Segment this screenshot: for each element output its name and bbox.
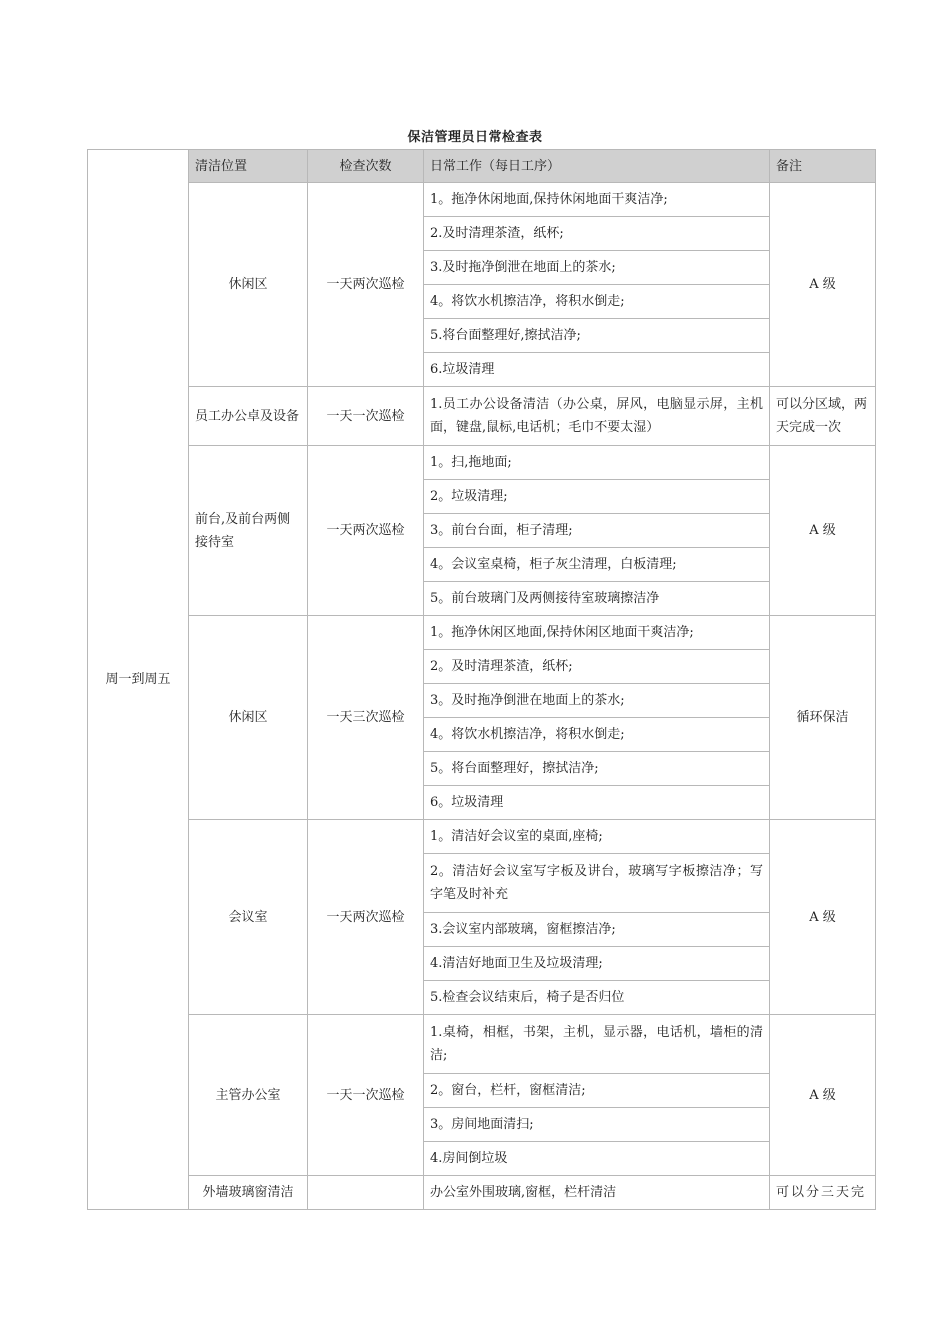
task-cell: 1。拖净休闲区地面,保持休闲区地面干爽洁净; [424,616,770,650]
header-row [88,150,876,183]
location-cell: 员工办公卓及设备 [189,387,308,446]
frequency-cell: 一天三次巡检 [308,616,424,820]
task-cell: 3.会议室内部玻璃，窗框擦洁净; [424,913,770,947]
task-cell: 1。拖净休闲地面,保持休闲地面干爽洁净; [424,183,770,217]
task-cell: 3。房间地面清扫; [424,1108,770,1142]
location-cell: 会议室 [189,820,308,1015]
task-cell: 6.垃圾清理 [424,353,770,387]
header-note: 备注 [770,150,876,183]
table-row [88,387,876,446]
task-cell: 办公室外围玻璃,窗框，栏杆清洁 [424,1176,770,1210]
period-cell: 周一到周五 [88,150,189,1210]
task-cell: 5.检查会议结束后，椅子是否归位 [424,981,770,1015]
frequency-cell: 一天一次巡检 [308,387,424,446]
note-cell: 可以分三天完 [770,1176,876,1210]
note-cell: 可以分区域，两天完成一次 [770,387,876,446]
header-location: 清洁位置 [189,150,308,183]
task-cell: 1.桌椅，相框，书架，主机，显示器，电话机，墙柜的清洁; [424,1015,770,1074]
header-frequency: 检查次数 [308,150,424,183]
table-row [88,446,876,480]
page-title: 保洁管理员日常检查表 [407,130,543,145]
task-cell: 1.员工办公设备清洁（办公桌，屏风，电脑显示屏，主机面，键盘,鼠标,电话机；毛巾不要太湿） [424,387,770,446]
frequency-cell: 一天一次巡检 [308,1015,424,1176]
header-daily-work: 日常工作（每日工序） [424,150,770,183]
note-cell: 循环保洁 [770,616,876,820]
table-row [88,820,876,854]
frequency-cell [308,1176,424,1210]
note-cell: A 级 [770,183,876,387]
task-cell: 4.房间倒垃圾 [424,1142,770,1176]
location-cell: 休闲区 [189,183,308,387]
table-row [88,1176,876,1210]
location-cell: 前台,及前台两侧接待室 [189,446,308,616]
table-row [88,1015,876,1074]
task-cell: 4。会议室桌椅，柜子灰尘清理，白板清理; [424,548,770,582]
task-cell: 4。将饮水机擦洁净，将积水倒走; [424,285,770,319]
task-cell: 4。将饮水机擦洁净，将积水倒走; [424,718,770,752]
frequency-cell: 一天两次巡检 [308,446,424,616]
location-cell: 休闲区 [189,616,308,820]
frequency-cell: 一天两次巡检 [308,820,424,1015]
task-cell: 1。扫,拖地面; [424,446,770,480]
note-cell: A 级 [770,1015,876,1176]
task-cell: 5.将台面整理好,擦拭洁净; [424,319,770,353]
location-cell: 主管办公室 [189,1015,308,1176]
table-row [88,616,876,650]
task-cell: 3。及时拖净倒泄在地面上的茶水; [424,684,770,718]
task-cell: 5。将台面整理好，擦拭洁净; [424,752,770,786]
table-row [88,183,876,217]
task-cell: 2。清洁好会议室写字板及讲台，玻璃写字板擦洁净；写字笔及时补充 [424,854,770,913]
task-cell: 1。清洁好会议室的桌面,座椅; [424,820,770,854]
frequency-cell: 一天两次巡检 [308,183,424,387]
task-cell: 2。及时清理茶渣，纸杯; [424,650,770,684]
note-cell: A 级 [770,446,876,616]
task-cell: 4.清洁好地面卫生及垃圾清理; [424,947,770,981]
location-cell: 外墙玻璃窗清洁 [189,1176,308,1210]
note-cell: A 级 [770,820,876,1015]
task-cell: 6。垃圾清理 [424,786,770,820]
task-cell: 2。窗台，栏杆，窗框清洁; [424,1074,770,1108]
task-cell: 3。前台台面，柜子清理; [424,514,770,548]
inspection-table [87,149,876,1210]
task-cell: 2。垃圾清理; [424,480,770,514]
task-cell: 3.及时拖净倒泄在地面上的茶水; [424,251,770,285]
task-cell: 2.及时清理茶渣，纸杯; [424,217,770,251]
task-cell: 5。前台玻璃门及两侧接待室玻璃擦洁净 [424,582,770,616]
